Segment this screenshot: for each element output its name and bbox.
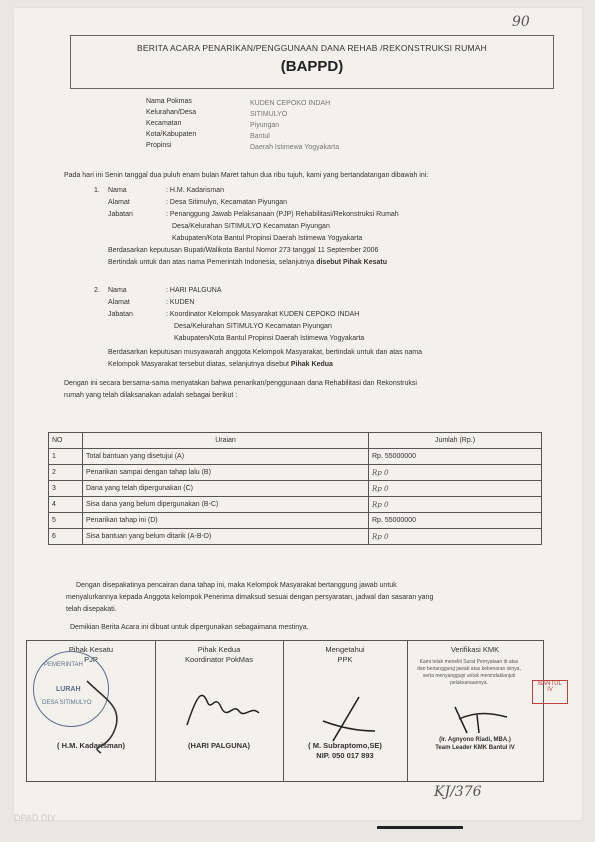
party1-jabatan-label: Jabatan [108, 211, 133, 218]
party2-nama-value: : HARI PALGUNA [166, 287, 222, 294]
header-uraian: Uraian [83, 433, 369, 449]
agreement-line-2: rumah yang telah dilaksanakan adalah sebagai berikut : [64, 392, 238, 399]
party1-jabatan-value: : Penanggung Jawab Pelaksanaan (PJP) Rehabilitasi/Rekonstruksi Rumah [166, 211, 399, 218]
header-no: NO [49, 433, 83, 449]
table-row [49, 497, 542, 513]
red-stamp: BANTUL IV [532, 680, 568, 704]
party2-number: 2. [94, 287, 100, 294]
row-uraian: Sisa bantuan yang belum ditarik (A-B-D) [83, 529, 369, 545]
page-number: 90 [512, 14, 530, 30]
identity-value: SITIMULYO [250, 111, 288, 118]
row-jumlah: Rp. 55000000 [369, 449, 542, 465]
party1-basis: Berdasarkan keputusan Bupati/Walikota Bantul Nomor 273 tanggal 11 September 2006 [108, 247, 379, 254]
closing-line-2: menyalurkannya kepada Anggota kelompok Penerima dimaksud sesuai dengan persyaratan, jadwal dan sasaran yang [66, 594, 434, 601]
party2-jabatan-desa: Desa/Kelurahan SITIMULYO Kecamatan Piyungan [174, 323, 332, 330]
agreement-line-1: Dengan ini secara bersama-sama menyatakan bahwa penarikan/penggunaan dana Rehabilitasi dan Rekonstruksi [64, 380, 417, 387]
signature-scribble-2 [155, 641, 283, 781]
signature-ppk [283, 641, 408, 781]
closing-line-4: Demikian Berita Acara ini dibuat untuk dipergunakan sebagaimana mestinya. [70, 624, 309, 631]
kmk-note: Kami telah meneliti Surat Pernyataan di atas dan bertanggung jawab atas kebenaran isinya, serta menyanggupi untuk menindaklanjuti pelaksanaannya. [417, 659, 521, 686]
signature-scribble-4 [407, 641, 543, 781]
party2-alamat-value: : KUDEN [166, 299, 195, 306]
sig-head: Verifikasi KMK [450, 645, 500, 654]
handwritten-code: KJ/376 [434, 784, 482, 800]
row-no: 6 [49, 529, 83, 545]
table-row [49, 513, 542, 529]
party2-jabatan-kabupaten: Kabupaten/Kota Bantul Propinsi Daerah Istimewa Yogyakarta [174, 335, 365, 342]
title-box [70, 35, 554, 89]
party1-nama-label: Nama [108, 187, 127, 194]
identity-label: Nama Pokmas [146, 98, 192, 105]
row-uraian: Penarikan tahap ini (D) [83, 513, 369, 529]
signature-pihak-kesatu [27, 641, 156, 781]
table-row [49, 481, 542, 497]
sig-head: Mengetahui PPK [325, 645, 365, 664]
party2-nama-label: Nama [108, 287, 127, 294]
party1-alamat-value: : Desa Sitimulyo, Kecamatan Piyungan [166, 199, 288, 206]
closing-line-1: Dengan disepakatinya pencairan dana tahap ini, maka Kelompok Masyarakat bertanggung jawab untuk [76, 582, 397, 589]
row-uraian: Total bantuan yang disetujui (A) [83, 449, 369, 465]
row-jumlah: Rp. 55000000 [369, 513, 542, 529]
party2-basis: Berdasarkan keputusan musyawarah anggota Kelompok Masyarakat, bertindak untuk dan atas nama [108, 349, 423, 356]
party1-nama-value: : H.M. Kadarisman [166, 187, 224, 194]
table-header-row [49, 433, 542, 449]
sig-nip: Team Leader KMK Bantul IV [435, 745, 515, 751]
closing-line-3: telah disepakati. [66, 606, 117, 613]
row-uraian: Sisa dana yang belum dipergunakan (B-C) [83, 497, 369, 513]
sig-head: Pihak Kesatu PJP [68, 645, 114, 664]
party1-alamat-label: Alamat [108, 199, 130, 206]
sig-head: Pihak Kedua Koordinator PokMas [185, 645, 253, 664]
sig-name: ( H.M. Kadarisman) [57, 741, 125, 750]
party2-jabatan-label: Jabatan [108, 311, 133, 318]
party1-number: 1. [94, 187, 100, 194]
village-stamp: PEMERINTAH LURAH DESA SITIMULYO [33, 651, 109, 727]
signature-kmk [407, 641, 543, 781]
party1-jabatan-desa: Desa/Kelurahan SITIMULYO Kecamatan Piyungan [172, 223, 330, 230]
identity-value: Bantul [250, 133, 270, 140]
identity-label: Kelurahan/Desa [146, 109, 197, 116]
uraian-table [48, 432, 542, 545]
intro-text: Pada hari ini Senin tanggal dua puluh enam bulan Maret tahun dua ribu tujuh, kami yang bertandatangan dibawah ini: [64, 172, 429, 179]
sig-name: (Ir. Agnyono Riadi, MBA.) [439, 737, 511, 743]
identity-value: KUDEN CEPOKO INDAH [250, 100, 331, 107]
header-jumlah: Jumlah (Rp.) [369, 433, 542, 449]
table-row [49, 465, 542, 481]
bottom-bar [377, 826, 463, 829]
sig-name: ( M. Subraptomo,SE) [308, 741, 382, 750]
row-uraian: Dana yang telah dipergunakan (C) [83, 481, 369, 497]
sig-name: (HARI PALGUNA) [188, 741, 250, 750]
title-line-1: BERITA ACARA PENARIKAN/PENGGUNAAN DANA REHAB /REKONSTRUKSI RUMAH [137, 43, 487, 53]
table-row [49, 449, 542, 465]
party1-jabatan-kabupaten: Kabupaten/Kota Bantul Propinsi Daerah Istimewa Yogyakarta [172, 235, 363, 242]
watermark: DPAD DIY [14, 813, 56, 823]
signature-pihak-kedua [155, 641, 284, 781]
row-jumlah: Rp 0 [369, 497, 542, 513]
row-jumlah: Rp 0 [369, 465, 542, 481]
identity-labels [146, 96, 196, 151]
identity-value: Piyungan [250, 122, 280, 129]
row-uraian: Penarikan sampai dengan tahap lalu (B) [83, 465, 369, 481]
row-jumlah: Rp 0 [369, 481, 542, 497]
title-line-2: (BAPPD) [280, 58, 344, 75]
row-no: 3 [49, 481, 83, 497]
identity-values [250, 98, 339, 153]
identity-label: Kecamatan [146, 120, 182, 127]
party2-alamat-label: Alamat [108, 299, 130, 306]
party2-act: Kelompok Masyarakat tersebut diatas, selanjutnya disebut Pihak Kedua [108, 361, 333, 368]
party2-jabatan-value: : Koordinator Kelompok Masyarakat KUDEN CEPOKO INDAH [166, 311, 360, 318]
signature-block [26, 640, 544, 782]
row-no: 4 [49, 497, 83, 513]
row-no: 1 [49, 449, 83, 465]
table-row [49, 529, 542, 545]
signature-scribble-3 [283, 641, 407, 781]
row-no: 5 [49, 513, 83, 529]
row-jumlah: Rp 0 [369, 529, 542, 545]
identity-label: Kota/Kabupaten [146, 131, 197, 138]
sig-nip: NIP. 050 017 893 [316, 751, 374, 760]
identity-label: Propinsi [146, 142, 172, 149]
signature-scribble-1 [27, 641, 155, 781]
party1-act: Bertindak untuk dan atas nama Pemerintah Indonesia, selanjutnya disebut Pihak Kesatu [108, 259, 387, 266]
row-no: 2 [49, 465, 83, 481]
identity-value: Daerah Istimewa Yogyakarta [250, 144, 340, 151]
